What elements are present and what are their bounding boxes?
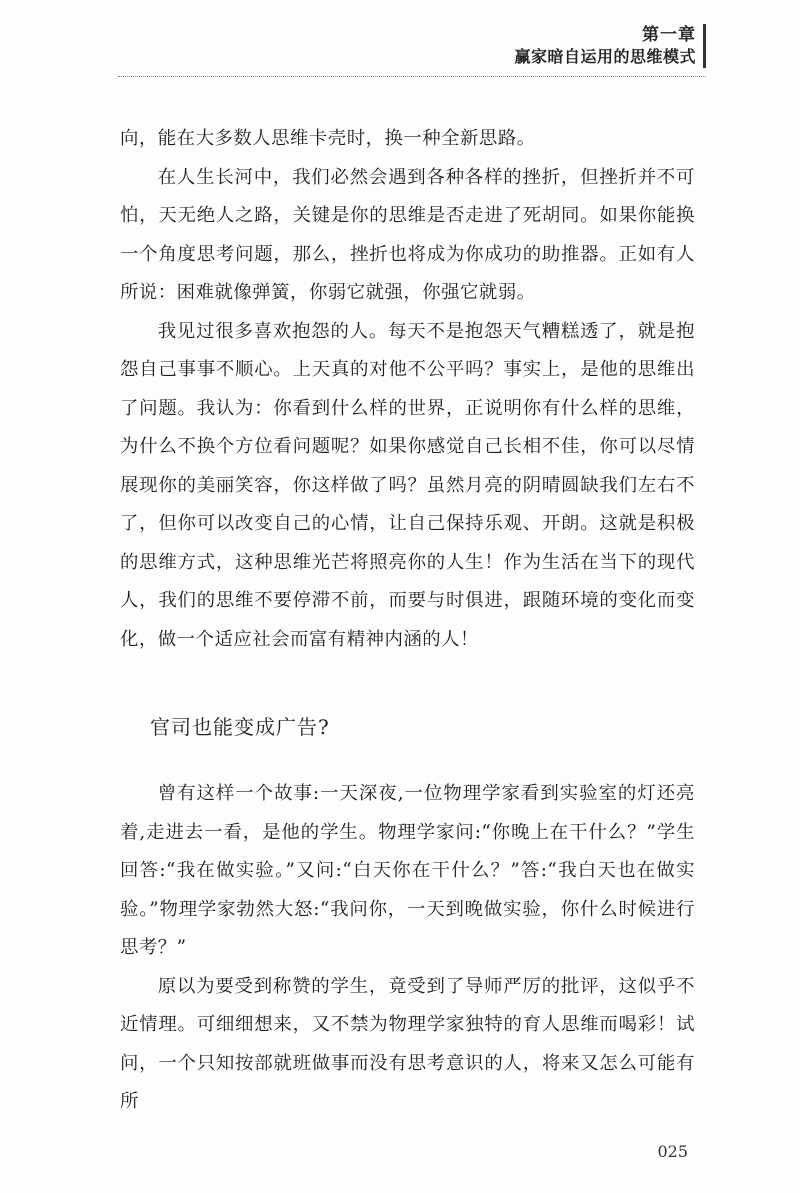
header-vertical-bar <box>703 24 706 68</box>
running-header <box>514 24 696 68</box>
section-heading: 官司也能变成广告? <box>150 715 330 739</box>
chapter-label: 第一章 <box>642 25 696 45</box>
page-number: 025 <box>657 1142 688 1161</box>
paragraph: 原以为要受到称赞的学生，竟受到了导师严厉的批评，这似乎不近情理。可细细想来，又不禁为物理学家独特的育人思维而喝彩！试问，一个只知按部就班做事而没有思考意识的人，将来又怎么可能有所 <box>120 975 695 1112</box>
text-block-lower <box>120 775 695 1122</box>
paragraph: 在人生长河中，我们必然会遇到各种各样的挫折，但挫折并不可怕，天无绝人之路，关键是你的思维是否走进了死胡同。如果你能换一个角度思考问题，那么，挫折也将成为你成功的助推器。正如有人所说：困难就像弹簧，你弱它就强，你强它就弱。 <box>120 166 695 303</box>
header-dotted-rule <box>118 76 706 77</box>
paragraph-continuation: 向，能在大多数人思维卡壳时，换一种全新思路。 <box>120 128 536 149</box>
text-block-upper <box>120 120 695 659</box>
paragraph: 曾有这样一个故事:一天深夜,一位物理学家看到实验室的灯还亮着,走进去一看，是他的学生。物理学家问:“你晚上在干什么？”学生回答:“我在做实验。”又问:“白天你在干什么？”答:“我白天也在做实验。”物理学家勃然大怒:“我问你，一天到晚做实验，你什么时候进行思考？” <box>120 783 695 958</box>
paragraph: 我见过很多喜欢抱怨的人。每天不是抱怨天气糟糕透了，就是抱怨自己事事不顺心。上天真的对他不公平吗？事实上，是他的思维出了问题。我认为：你看到什么样的世界，正说明你有什么样的思维，为什么不换个方位看问题呢？如果你感觉自己长相不佳，你可以尽情展现你的美丽笑容，你这样做了吗？虽然月亮的阴晴圆缺我们左右不了，但你可以改变自己的心情，让自己保持乐观、开朗。这就是积极的思维方式，这种思维光芒将照亮你的人生！作为生活在当下的现代人，我们的思维不要停滞不前，而要与时俱进，跟随环境的变化而变化，做一个适应社会而富有精神内涵的人！ <box>120 320 695 650</box>
chapter-subtitle: 赢家暗自运用的思维模式 <box>514 47 696 66</box>
